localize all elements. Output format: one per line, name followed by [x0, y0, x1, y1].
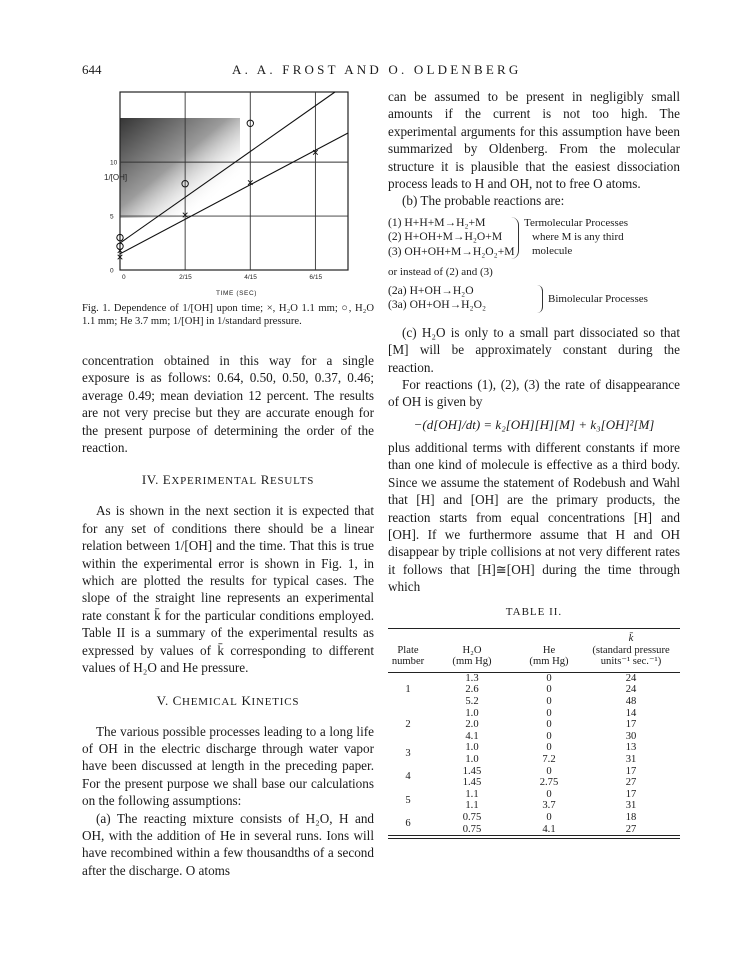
paragraph-rodebush: plus additional terms with different constants if more than one kind of molecule is effective as a third body. Since we assume the statement of Rodebush and Wahl that [H] and [OH] are the primary products, the reaction starts from equal concentrations [H] and [OH]. If we furthermore assume that H and OH disappear by triple collisions at not very different rates it follows that [H]≅[OH] during the time through which — [388, 439, 680, 595]
col-header-he: He (mm Hg) — [529, 644, 569, 668]
cell-k: 24 24 48 — [625, 672, 637, 707]
cell-k: 18 27 — [625, 811, 637, 835]
cell-plate: 5 — [405, 794, 411, 806]
cell-h2o: 0.75 0.75 — [462, 811, 482, 835]
paragraph-assumption-a: (a) The reacting mixture consists of H₂O, H and OH, with the addition of He in several runs. Ions will have recombined within a few thousandths of a second after the discharge. O atoms — [82, 810, 374, 878]
table-row — [388, 672, 680, 707]
table-row — [388, 742, 680, 765]
figure-1 — [86, 88, 364, 300]
page-number: 644 — [82, 62, 102, 77]
x-tick-label: 6/15 — [309, 274, 323, 281]
y-axis-label: 1/[OH] — [104, 173, 128, 182]
or-instead-note: or instead of (2) and (3) — [388, 265, 493, 278]
paragraph-experimental-results: As is shown in the next section it is expected that for any set of conditions there should be a linear relation between 1/[OH] and the time. That this is true within the experimental error is shown in Fig. 1, in which are plotted the results for typical cases. The slope of the straight line represents an experimental rate constant k̄ for the particular conditions employed. Table II is a summary of the experimental results as expressed by values of k̄ corresponding to different values of H₂O and He pressure. — [82, 503, 374, 676]
right-column — [388, 88, 680, 596]
table-ii-block — [388, 606, 680, 839]
running-header-authors: A. A. FROST AND O. OLDENBERG — [232, 62, 522, 77]
paragraph-rate-intro: For reactions (1), (2), (3) the rate of disappearance of OH is given by — [388, 377, 680, 410]
cell-he: 0 0 0 — [546, 672, 552, 707]
y-tick-label: 5 — [110, 213, 114, 221]
cell-k: 17 31 — [625, 788, 637, 812]
cell-he: 0 0 0 — [546, 707, 552, 742]
x-tick-label: 0 — [122, 274, 126, 281]
table-row — [388, 812, 680, 836]
rate-equation: −(d[OH]/dt) = k₂[OH][H][M] + k₃[OH]²[M] — [413, 416, 655, 432]
reaction-2: (2) H+OH+M→H₂O+M — [388, 230, 503, 244]
cell-h2o: 1.0 1.0 — [465, 742, 479, 765]
reaction-3: (3) OH+OH+M→H₂O₂+M — [388, 245, 515, 259]
paragraph-o-atoms: can be assumed to be present in negligibly small amounts if the current is not too high. The experimental arguments for this assumption have been summarized by Oldenberg. From the molecular structure it is plausible that the easiest dissociation process leads to H and OH, not to free O atoms. — [388, 89, 680, 192]
termolecular-note-2: molecule — [532, 244, 573, 257]
table-ii — [388, 628, 680, 839]
section-heading-v: V. CHEMICAL KINETICS — [156, 692, 300, 708]
cell-plate: 1 — [405, 684, 411, 696]
x-tick-label: 2/15 — [179, 274, 192, 281]
cell-k: 14 17 30 — [625, 707, 637, 742]
cell-he: 0 2.75 — [539, 765, 559, 789]
brace — [510, 217, 519, 259]
paragraph-assumption-c: (c) H₂O is only to a small part dissociated so that [M] will be approximately constant during the reaction. — [388, 324, 680, 375]
cell-h2o: 1.45 1.45 — [462, 765, 482, 789]
bimolecular-label: Bimolecular Processes — [548, 292, 648, 305]
reaction-3a: (3a) OH+OH→H₂O₂ — [388, 298, 487, 312]
table-title: TABLE II. — [505, 606, 563, 618]
bimolecular-reactions — [388, 284, 680, 316]
reaction-2a: (2a) H+OH→H₂O — [388, 283, 474, 297]
termolecular-reactions — [388, 216, 680, 262]
termolecular-note: where M is any third — [532, 230, 624, 243]
col-header-k: k̄ (standard pressure units⁻¹ sec.⁻¹) — [592, 633, 670, 668]
x-axis-label: TIME (SEC) — [216, 290, 258, 297]
reaction-1: (1) H+H+M→H₂+M — [388, 215, 486, 229]
section-heading-iv: IV. EXPERIMENTAL RESULTS — [141, 472, 315, 488]
col-header-h2o: H₂O (mm Hg) — [452, 644, 492, 668]
paragraph-probable-reactions: (b) The probable reactions are: — [402, 193, 565, 209]
cell-plate: 2 — [405, 719, 411, 731]
cell-k: 13 31 — [625, 742, 637, 765]
cell-h2o: 1.3 2.6 5.2 — [465, 672, 479, 707]
cell-he: 0 7.2 — [542, 742, 556, 765]
table-row — [388, 789, 680, 812]
paragraph-chemical-kinetics: The various possible processes leading to a long life of OH in the electric discharge through water vapor have been discussed at length in the preceding paper. For the present purpose we shall base our calculations on the following assumptions: — [82, 723, 374, 809]
cell-plate: 4 — [405, 771, 411, 783]
table-row — [388, 708, 680, 743]
termolecular-label: Termolecular Processes — [524, 216, 628, 229]
cell-k: 17 27 — [625, 765, 637, 789]
cell-h2o: 1.0 2.0 4.1 — [465, 707, 479, 742]
cell-plate: 3 — [405, 748, 411, 760]
figure-caption: Fig. 1. Dependence of 1/[OH] upon time; ×, H₂O 1.1 mm; ○, H₂O 1.1 mm; He 3.7 mm; 1/[OH] in 1/standard pressure. — [82, 303, 374, 327]
cell-he: 0 4.1 — [542, 811, 556, 835]
y-tick-label: 0 — [110, 267, 114, 275]
left-column — [82, 352, 374, 879]
table-row — [388, 766, 680, 789]
col-header-plate: Plate number — [391, 644, 425, 668]
y-tick-label: 10 — [110, 159, 118, 167]
cell-h2o: 1.1 1.1 — [465, 788, 479, 812]
figure-1-chart — [86, 88, 364, 300]
figure-caption-block — [82, 303, 374, 328]
cell-he: 0 3.7 — [542, 788, 556, 812]
print-shading — [120, 118, 240, 218]
paragraph-concentration: concentration obtained in this way for a single exposure is as follows: 0.64, 0.50, 0.50, 0.37, 0.46; average 0.49; mean deviation 12 percent. The results are not very precise but they are accurate enough for the present purpose of determining the order of the reaction. — [82, 353, 374, 456]
cell-plate: 6 — [405, 817, 411, 829]
brace — [536, 285, 543, 313]
x-tick-label: 4/15 — [244, 274, 257, 281]
